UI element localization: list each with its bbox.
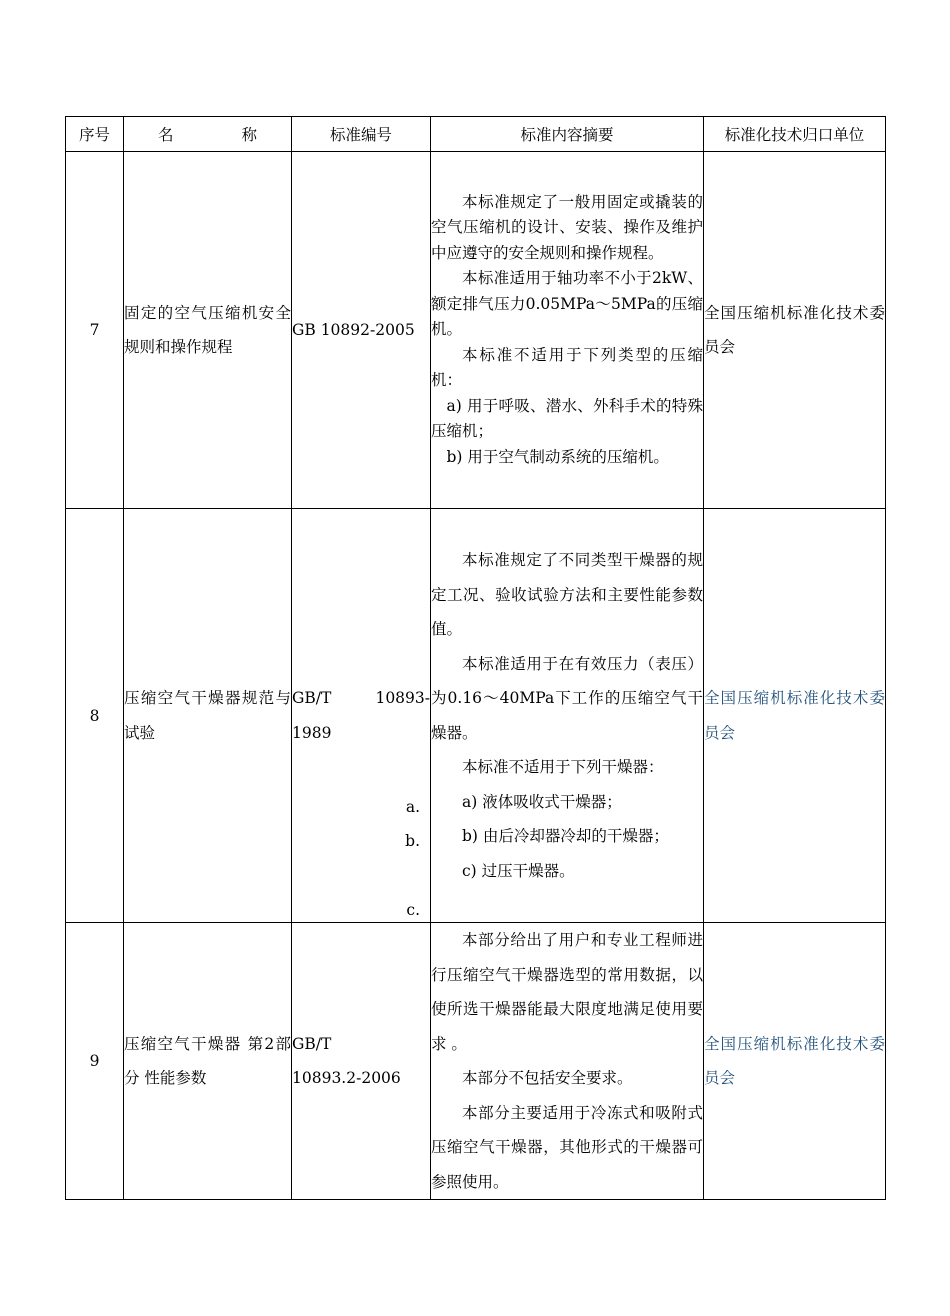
row-seq: 9 (66, 923, 124, 1200)
header-summary: 标准内容摘要 (431, 117, 704, 152)
table-row (66, 923, 886, 1200)
row-org-text: 全国压缩机标准化技术委员会 (704, 1034, 885, 1087)
summary-paragraph: 本标准不适用于下列干燥器： (462, 758, 664, 776)
header-seq: 序号 (66, 117, 124, 152)
row-summary (431, 923, 704, 1200)
row-name (124, 152, 292, 509)
row-code-text: GB 10892-2005 (292, 321, 415, 339)
header-name-right: 称 (241, 126, 257, 144)
table-header-row (66, 117, 886, 152)
code-prefix: GB/T (292, 1034, 332, 1053)
list-mark: a. (405, 798, 420, 816)
table-row (66, 152, 886, 509)
header-name (124, 117, 292, 152)
list-mark: c. (406, 901, 420, 919)
row-summary (431, 152, 704, 509)
code-number: 10893.2-2006 (292, 1069, 401, 1087)
row-name-text: 固定的空气压缩机安全规则和操作规程 (124, 303, 291, 356)
header-code: 标准编号 (292, 117, 431, 152)
header-org: 标准化技术归口单位 (704, 117, 886, 152)
summary-paragraph: 本部分主要适用于冷冻式和吸附式压缩空气干燥器，其他形式的干燥器可参照使用。 (431, 1103, 703, 1191)
row-summary (431, 509, 704, 923)
row-code (292, 923, 431, 1200)
row-org-text: 全国压缩机标准化技术委员会 (704, 689, 885, 742)
summary-list-item: a) 用于呼吸、潜水、外科手术的特殊压缩机； (431, 396, 703, 441)
standards-table (65, 116, 886, 1200)
summary-paragraph: 本标准规定了不同类型干燥器的规定工况、验收试验方法和主要性能参数值。 (431, 551, 703, 638)
row-name-text: 压缩空气干燥器 第2部分 性能参数 (124, 1034, 291, 1087)
row-code (292, 509, 431, 923)
row-name (124, 509, 292, 923)
summary-paragraph: 本部分给出了用户和专业工程师进行压缩空气干燥器选型的常用数据，以使所选干燥器能最大限度地满足使用要求 。 (431, 931, 703, 1053)
row-code (292, 152, 431, 509)
row-org (704, 923, 886, 1200)
code-year: 1989 (292, 723, 332, 742)
row-seq: 7 (66, 152, 124, 509)
code-number: 10893- (375, 689, 430, 707)
summary-paragraph: 本标准不适用于下列类型的压缩机： (431, 345, 703, 390)
row-code-text (292, 1027, 430, 1096)
row-name (124, 923, 292, 1200)
summary-list-item: b) 用于空气制动系统的压缩机。 (446, 447, 669, 466)
row-org (704, 509, 886, 923)
row-seq: 8 (66, 509, 124, 923)
row-name-text: 压缩空气干燥器规范与试验 (124, 689, 291, 742)
row-org (704, 152, 886, 509)
summary-paragraph: 本标准适用于轴功率不小于2kW、额定排气压力0.05MPa～5MPa的压缩机。 (431, 269, 703, 339)
row-code-text (292, 681, 430, 750)
summary-paragraph: 本部分不包括安全要求。 (462, 1069, 633, 1087)
summary-list-item: c) 过压干燥器。 (462, 861, 575, 880)
list-mark: b. (405, 832, 420, 850)
table-row (66, 509, 886, 923)
summary-paragraph: 本标准适用于在有效压力（表压）为0.16～40MPa下工作的压缩空气干燥器。 (431, 654, 703, 742)
code-prefix: GB/T (292, 689, 332, 707)
summary-paragraph: 本标准规定了一般用固定或撬装的空气压缩机的设计、安装、操作及维护中应遵守的安全规则和操作规程。 (431, 192, 703, 262)
header-name-left: 名 (158, 126, 174, 144)
summary-list-item: b) 由后冷却器冷却的干燥器； (462, 827, 669, 845)
summary-list-item: a) 液体吸收式干燥器； (462, 792, 622, 811)
row-org-text: 全国压缩机标准化技术委员会 (704, 303, 885, 356)
